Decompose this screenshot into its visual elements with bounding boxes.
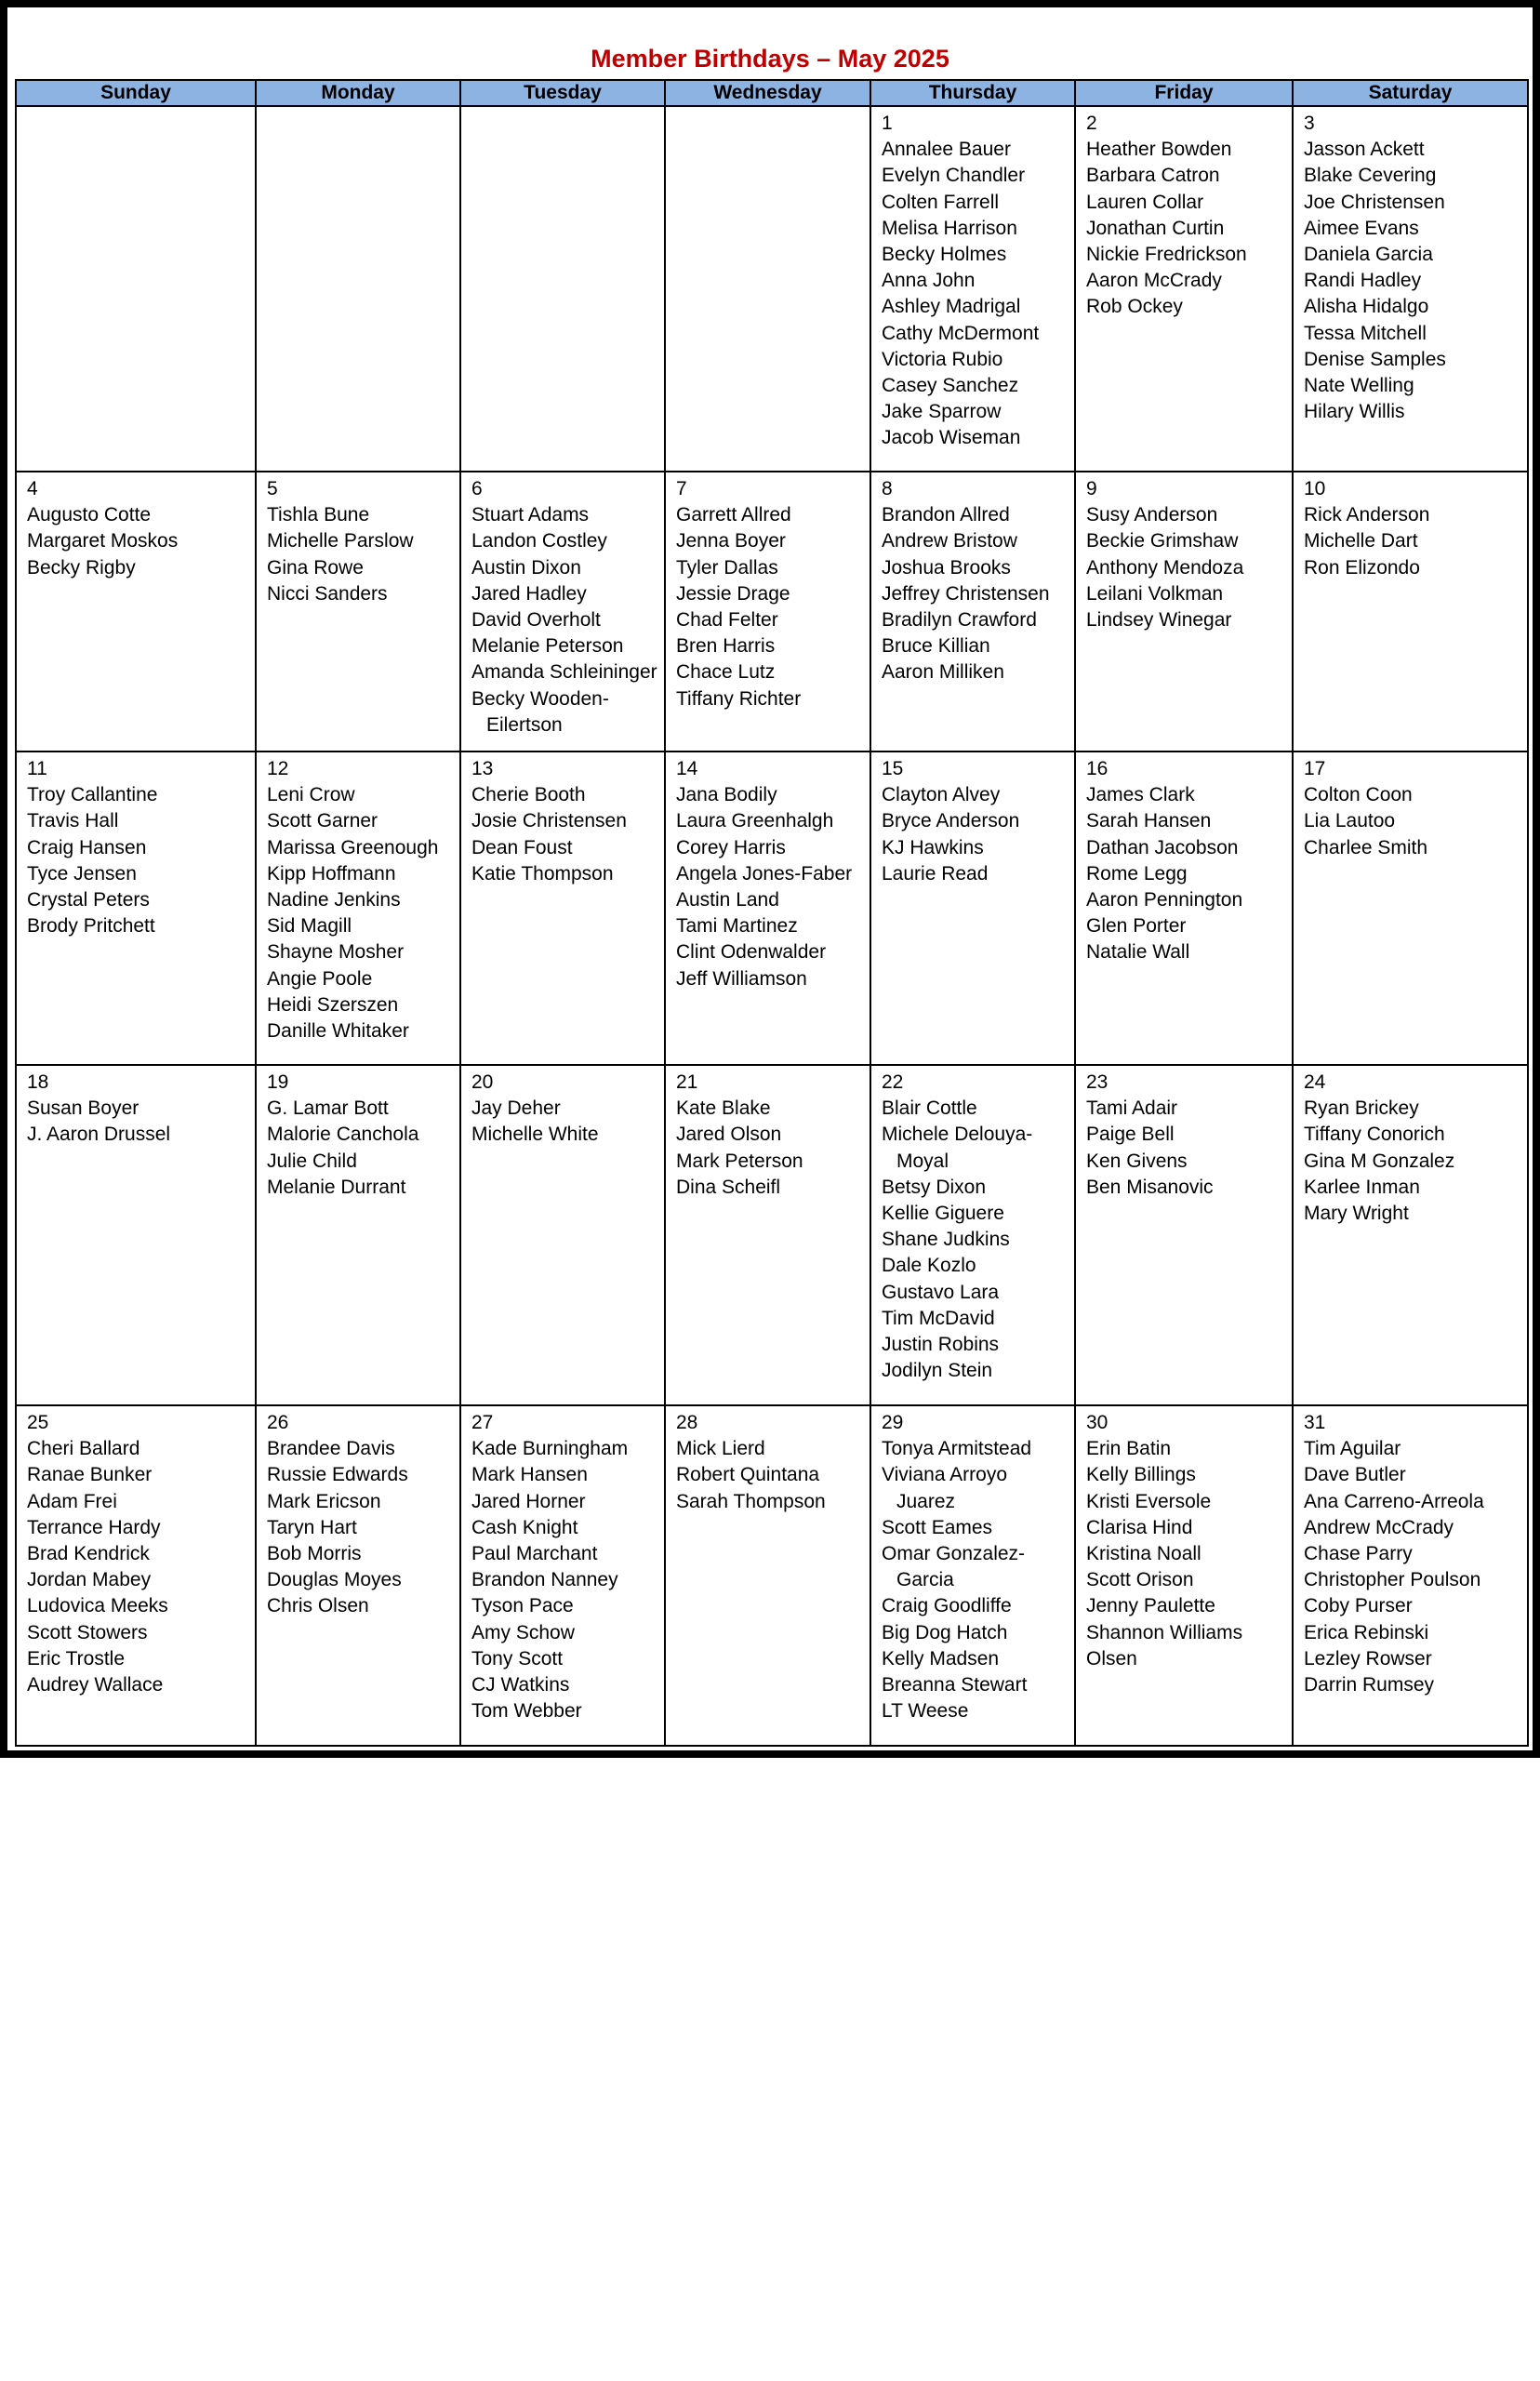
- day-cell: [460, 472, 665, 752]
- member-name: Justin Robins: [882, 1334, 1000, 1356]
- day-cell: [665, 1405, 870, 1746]
- member-name: Becky Holmes: [882, 244, 1007, 266]
- member-name: Shannon Williams: [1086, 1621, 1243, 1643]
- day-cell: [16, 1065, 256, 1405]
- member-name: Austin Land: [676, 889, 779, 911]
- week-row: [16, 472, 1528, 752]
- member-name: Evelyn Chandler: [882, 165, 1026, 187]
- member-name: J. Aaron Drussel: [27, 1124, 171, 1146]
- member-name: Bren Harris: [676, 635, 776, 658]
- member-name: Clint Odenwalder: [676, 941, 827, 964]
- member-name: Dina Scheifl: [676, 1176, 781, 1198]
- day-cell: [256, 752, 460, 1065]
- member-name: Katie Thompson: [471, 862, 614, 885]
- member-name: Tami Adair: [1086, 1097, 1178, 1120]
- member-name: Terrance Hardy: [27, 1516, 161, 1538]
- member-name: Rome Legg: [1086, 862, 1188, 885]
- day-number: 19: [267, 1071, 289, 1093]
- member-name: Lezley Rowser: [1304, 1647, 1432, 1669]
- member-name: LT Weese: [882, 1700, 969, 1723]
- member-name: Robert Quintana: [676, 1464, 820, 1486]
- member-name: Joe Christensen: [1304, 191, 1445, 213]
- member-name: Susan Boyer: [27, 1097, 139, 1120]
- member-name: Kade Burningham: [471, 1438, 629, 1460]
- member-name: Nickie Fredrickson: [1086, 244, 1247, 266]
- member-name: Tyler Dallas: [676, 556, 778, 579]
- calendar-grid: [15, 79, 1529, 1747]
- member-name: Sarah Hansen: [1086, 810, 1212, 832]
- day-number: 9: [1086, 478, 1097, 499]
- member-name: Brandon Nanney: [471, 1569, 618, 1591]
- day-number: 31: [1304, 1412, 1326, 1433]
- day-number: 11: [27, 758, 47, 779]
- day-number: 25: [27, 1412, 49, 1433]
- member-name: Lia Lautoo: [1304, 810, 1396, 832]
- member-name: Nate Welling: [1304, 375, 1414, 397]
- member-name: James Clark: [1086, 784, 1195, 806]
- member-name: Alisha Hidalgo: [1304, 296, 1429, 318]
- day-cell: [460, 752, 665, 1065]
- day-cell: [1075, 752, 1293, 1065]
- day-number: 13: [471, 758, 494, 779]
- member-name: Casey Sanchez: [882, 375, 1019, 397]
- member-name: Jacob Wiseman: [882, 427, 1021, 449]
- day-cell: [1293, 1405, 1528, 1746]
- member-name: Paige Bell: [1086, 1124, 1175, 1146]
- member-name: Andrew Bristow: [882, 530, 1017, 552]
- day-number: 29: [882, 1412, 904, 1433]
- member-name: Andrew McCrady: [1304, 1516, 1454, 1538]
- member-name: Sid Magill: [267, 915, 352, 938]
- member-name: Becky Rigby: [27, 556, 136, 579]
- member-name: Tom Webber: [471, 1700, 582, 1723]
- member-name: Michele Delouya-: [882, 1124, 1033, 1146]
- member-name: Julie Child: [267, 1150, 357, 1172]
- member-name: Annalee Bauer: [882, 139, 1011, 161]
- member-name: Erin Batin: [1086, 1438, 1172, 1460]
- weekday-header-saturday: Saturday: [1293, 80, 1528, 106]
- member-name: Susy Anderson: [1086, 504, 1218, 526]
- day-cell: [870, 1065, 1075, 1405]
- day-number: 30: [1086, 1412, 1109, 1433]
- member-name: Tiffany Richter: [676, 687, 802, 710]
- day-number: 18: [27, 1071, 49, 1093]
- day-cell: [460, 1405, 665, 1746]
- member-name: Leilani Volkman: [1086, 582, 1224, 605]
- member-name: Randi Hadley: [1304, 270, 1422, 292]
- day-cell: [1075, 106, 1293, 472]
- member-name-continuation: Garcia: [896, 1569, 954, 1591]
- member-name: Dale Kozlo: [882, 1255, 976, 1277]
- member-name: Dave Butler: [1304, 1464, 1406, 1486]
- member-name: Aaron Pennington: [1086, 889, 1243, 911]
- member-name: Nadine Jenkins: [267, 889, 401, 911]
- member-name: Beckie Grimshaw: [1086, 530, 1239, 552]
- member-name: Travis Hall: [27, 810, 119, 832]
- member-name: Bryce Anderson: [882, 810, 1020, 832]
- day-number: 26: [267, 1412, 289, 1433]
- member-name: Chace Lutz: [676, 661, 776, 684]
- member-name: Amanda Schleininger: [471, 661, 657, 684]
- member-name-continuation: Eilertson: [486, 713, 563, 736]
- day-number: 5: [267, 478, 278, 499]
- member-name-continuation: Moyal: [896, 1150, 949, 1172]
- member-name: Anthony Mendoza: [1086, 556, 1244, 579]
- member-name: Kelly Madsen: [882, 1647, 1000, 1669]
- day-number: 8: [882, 478, 893, 499]
- week-row: [16, 1065, 1528, 1405]
- member-name: Laura Greenhalgh: [676, 810, 834, 832]
- member-name: Ranae Bunker: [27, 1464, 153, 1486]
- member-name: Shane Judkins: [882, 1229, 1010, 1251]
- day-cell: [1075, 1405, 1293, 1746]
- member-name: Amy Schow: [471, 1621, 575, 1643]
- weekday-header-row: [16, 80, 1528, 106]
- member-name: Craig Goodliffe: [882, 1595, 1012, 1617]
- member-name: Angela Jones-Faber: [676, 862, 853, 885]
- page-title: Member Birthdays – May 2025: [591, 45, 949, 73]
- member-name: Scott Stowers: [27, 1621, 148, 1643]
- member-name: Jared Olson: [676, 1124, 782, 1146]
- member-name: Ken Givens: [1086, 1150, 1188, 1172]
- empty-day-cell: [256, 106, 460, 472]
- member-name: Margaret Moskos: [27, 530, 179, 552]
- member-name: Tiffany Conorich: [1304, 1124, 1445, 1146]
- member-name: Augusto Cotte: [27, 504, 152, 526]
- day-cell: [16, 1405, 256, 1746]
- member-name: Erica Rebinski: [1304, 1621, 1429, 1643]
- member-name: KJ Hawkins: [882, 836, 984, 858]
- member-name: Denise Samples: [1304, 348, 1446, 370]
- member-name: Craig Hansen: [27, 836, 147, 858]
- member-name: Big Dog Hatch: [882, 1621, 1008, 1643]
- member-name: Corey Harris: [676, 836, 786, 858]
- empty-day-cell: [460, 106, 665, 472]
- day-number: 16: [1086, 758, 1109, 779]
- member-name: Laurie Read: [882, 862, 989, 885]
- member-name: Michelle Parslow: [267, 530, 414, 552]
- member-name: Garrett Allred: [676, 504, 791, 526]
- member-name: Gina Rowe: [267, 556, 364, 579]
- member-name: Joshua Brooks: [882, 556, 1011, 579]
- member-name: Jared Hadley: [471, 582, 587, 605]
- member-name: Aaron Milliken: [882, 661, 1004, 684]
- member-name: Jordan Mabey: [27, 1569, 152, 1591]
- member-name: Colten Farrell: [882, 191, 1000, 213]
- member-name: CJ Watkins: [471, 1674, 570, 1696]
- day-cell: [460, 1065, 665, 1405]
- member-name: Eric Trostle: [27, 1647, 126, 1669]
- member-name: Cheri Ballard: [27, 1438, 140, 1460]
- member-name: Breanna Stewart: [882, 1674, 1028, 1696]
- member-name: Jake Sparrow: [882, 401, 1002, 423]
- member-name: Adam Frei: [27, 1490, 117, 1512]
- member-name: Jared Horner: [471, 1490, 586, 1512]
- member-name: Rob Ockey: [1086, 296, 1183, 318]
- member-name: Jenny Paulette: [1086, 1595, 1215, 1617]
- day-cell: [1075, 472, 1293, 752]
- member-name: David Overholt: [471, 609, 601, 632]
- day-number: 12: [267, 758, 289, 779]
- member-name: Marissa Greenough: [267, 836, 439, 858]
- member-name: Colton Coon: [1304, 784, 1413, 806]
- member-name: Malorie Canchola: [267, 1124, 419, 1146]
- member-name: Jay Deher: [471, 1097, 561, 1120]
- member-name: Omar Gonzalez-: [882, 1543, 1026, 1565]
- member-name: Gustavo Lara: [882, 1281, 1000, 1303]
- day-cell: [16, 472, 256, 752]
- member-name: Jeff Williamson: [676, 967, 807, 990]
- member-name: Paul Marchant: [471, 1543, 598, 1565]
- member-name: Tishla Bune: [267, 504, 370, 526]
- day-number: 1: [882, 113, 893, 134]
- day-cell: [256, 472, 460, 752]
- member-name: Jeffrey Christensen: [882, 582, 1050, 605]
- member-name: Kelly Billings: [1086, 1464, 1196, 1486]
- day-cell: [1293, 752, 1528, 1065]
- day-number: 6: [471, 478, 483, 499]
- member-name: Ryan Brickey: [1304, 1097, 1419, 1120]
- day-number: 22: [882, 1071, 904, 1093]
- member-name: Gina M Gonzalez: [1304, 1150, 1455, 1172]
- member-name: Tonya Armitstead: [882, 1438, 1032, 1460]
- day-cell: [256, 1405, 460, 1746]
- day-cell: [665, 1065, 870, 1405]
- member-name: Cathy McDermont: [882, 322, 1040, 344]
- day-cell: [870, 1405, 1075, 1746]
- member-name: Tyce Jensen: [27, 862, 137, 885]
- member-name: Karlee Inman: [1304, 1176, 1420, 1198]
- member-name: Troy Callantine: [27, 784, 158, 806]
- member-name: Aaron McCrady: [1086, 270, 1222, 292]
- day-number: 15: [882, 758, 904, 779]
- member-name: Taryn Hart: [267, 1516, 357, 1538]
- member-name: Jodilyn Stein: [882, 1360, 993, 1382]
- day-number: 21: [676, 1071, 698, 1093]
- week-row: [16, 1405, 1528, 1746]
- day-number: 20: [471, 1071, 494, 1093]
- member-name: Ben Misanovic: [1086, 1176, 1214, 1198]
- member-name: Leni Crow: [267, 784, 355, 806]
- member-name: Melisa Harrison: [882, 217, 1017, 239]
- day-number: 17: [1304, 758, 1326, 779]
- member-name: Tony Scott: [471, 1647, 564, 1669]
- member-name: Hilary Willis: [1304, 401, 1405, 423]
- member-name: Coby Purser: [1304, 1595, 1413, 1617]
- member-name: Olsen: [1086, 1647, 1137, 1669]
- day-cell: [1293, 472, 1528, 752]
- member-name: Daniela Garcia: [1304, 244, 1433, 266]
- calendar-weeks: [16, 106, 1528, 1746]
- member-name: Chase Parry: [1304, 1543, 1413, 1565]
- member-name: Melanie Durrant: [267, 1176, 406, 1198]
- member-name: Tyson Pace: [471, 1595, 574, 1617]
- member-name: Charlee Smith: [1304, 836, 1428, 858]
- day-number: 23: [1086, 1071, 1109, 1093]
- member-name: Scott Eames: [882, 1516, 993, 1538]
- member-name: Jessie Drage: [676, 582, 790, 605]
- member-name: Russie Edwards: [267, 1464, 408, 1486]
- member-name: Glen Porter: [1086, 915, 1187, 938]
- member-name: Tim Aguilar: [1304, 1438, 1401, 1460]
- member-name-continuation: Juarez: [896, 1490, 956, 1512]
- day-cell: [870, 106, 1075, 472]
- member-name: Ludovica Meeks: [27, 1595, 168, 1617]
- member-name: Mark Hansen: [471, 1464, 588, 1486]
- member-name: Dean Foust: [471, 836, 573, 858]
- day-number: 7: [676, 478, 687, 499]
- member-name: Tami Martinez: [676, 915, 798, 938]
- day-number: 14: [676, 758, 698, 779]
- member-name: Crystal Peters: [27, 889, 150, 911]
- member-name: Nicci Sanders: [267, 582, 388, 605]
- day-number: 3: [1304, 113, 1315, 134]
- member-name: Audrey Wallace: [27, 1674, 164, 1696]
- week-row: [16, 752, 1528, 1065]
- member-name: Kate Blake: [676, 1097, 771, 1120]
- member-name: Austin Dixon: [471, 556, 581, 579]
- member-name: Tessa Mitchell: [1304, 322, 1427, 344]
- member-name: Cherie Booth: [471, 784, 586, 806]
- day-cell: [1075, 1065, 1293, 1405]
- day-cell: [870, 752, 1075, 1065]
- day-number: 24: [1304, 1071, 1326, 1093]
- member-name: Betsy Dixon: [882, 1176, 987, 1198]
- member-name: Chris Olsen: [267, 1595, 369, 1617]
- member-name: Christopher Poulson: [1304, 1569, 1481, 1591]
- member-name: Jasson Ackett: [1304, 139, 1425, 161]
- day-number: 28: [676, 1412, 698, 1433]
- member-name: Lindsey Winegar: [1086, 609, 1232, 632]
- member-name: Bradilyn Crawford: [882, 609, 1037, 632]
- weekday-header-sunday: Sunday: [16, 80, 256, 106]
- weekday-header-monday: Monday: [256, 80, 460, 106]
- member-name: Kristi Eversole: [1086, 1490, 1212, 1512]
- member-name: Chad Felter: [676, 609, 778, 632]
- member-name: Mark Peterson: [676, 1150, 803, 1172]
- member-name: Kipp Hoffmann: [267, 862, 396, 885]
- member-name: Cash Knight: [471, 1516, 578, 1538]
- member-name: Kellie Giguere: [882, 1203, 1004, 1225]
- weekday-header-thursday: Thursday: [870, 80, 1075, 106]
- member-name: Brandon Allred: [882, 504, 1010, 526]
- member-name: Victoria Rubio: [882, 348, 1003, 370]
- member-name: Jana Bodily: [676, 784, 777, 806]
- member-name: Mary Wright: [1304, 1203, 1409, 1225]
- member-name: Anna John: [882, 270, 976, 292]
- member-name: Ana Carreno-Arreola: [1304, 1490, 1484, 1512]
- member-name: Lauren Collar: [1086, 191, 1204, 213]
- member-name: Mick Lierd: [676, 1438, 765, 1460]
- day-cell: [1293, 1065, 1528, 1405]
- member-name: Clarisa Hind: [1086, 1516, 1193, 1538]
- member-name: Douglas Moyes: [267, 1569, 402, 1591]
- member-name: Michelle Dart: [1304, 530, 1418, 552]
- member-name: Jenna Boyer: [676, 530, 786, 552]
- member-name: Heidi Szerszen: [267, 993, 399, 1016]
- member-name: Ashley Madrigal: [882, 296, 1021, 318]
- week-row: [16, 106, 1528, 472]
- member-name: Clayton Alvey: [882, 784, 1001, 806]
- member-name: Josie Christensen: [471, 810, 627, 832]
- member-name: Kristina Noall: [1086, 1543, 1201, 1565]
- member-name: Mark Ericson: [267, 1490, 381, 1512]
- member-name: Blair Cottle: [882, 1097, 977, 1120]
- day-cell: [16, 752, 256, 1065]
- member-name: Natalie Wall: [1086, 941, 1190, 964]
- member-name: Landon Costley: [471, 530, 607, 552]
- member-name: Bruce Killian: [882, 635, 990, 658]
- member-name: Viviana Arroyo: [882, 1464, 1008, 1486]
- member-name: Shayne Mosher: [267, 941, 405, 964]
- member-name: Tim McDavid: [882, 1307, 995, 1329]
- member-name: Scott Orison: [1086, 1569, 1194, 1591]
- day-cell: [1293, 106, 1528, 472]
- weekday-header-tuesday: Tuesday: [460, 80, 665, 106]
- member-name: Ron Elizondo: [1304, 556, 1420, 579]
- member-name: Melanie Peterson: [471, 635, 624, 658]
- day-number: 4: [27, 478, 38, 499]
- member-name: Danille Whitaker: [267, 1020, 409, 1043]
- weekday-header-wednesday: Wednesday: [665, 80, 870, 106]
- member-name: Barbara Catron: [1086, 165, 1220, 187]
- member-name: G. Lamar Bott: [267, 1097, 389, 1120]
- day-cell: [870, 472, 1075, 752]
- member-name: Scott Garner: [267, 810, 378, 832]
- member-name: Sarah Thompson: [676, 1490, 826, 1512]
- member-name: Darrin Rumsey: [1304, 1674, 1435, 1696]
- member-name: Brad Kendrick: [27, 1543, 150, 1565]
- member-name: Blake Cevering: [1304, 165, 1437, 187]
- day-cell: [665, 472, 870, 752]
- member-name: Brandee Davis: [267, 1438, 395, 1460]
- member-name: Heather Bowden: [1086, 139, 1232, 161]
- member-name: Jonathan Curtin: [1086, 217, 1225, 239]
- member-name: Michelle White: [471, 1124, 599, 1146]
- day-cell: [256, 1065, 460, 1405]
- day-number: 27: [471, 1412, 494, 1433]
- day-cell: [665, 752, 870, 1065]
- member-name: Stuart Adams: [471, 504, 590, 526]
- member-name: Angie Poole: [267, 967, 373, 990]
- member-name: Rick Anderson: [1304, 504, 1430, 526]
- member-name: Bob Morris: [267, 1543, 362, 1565]
- member-name: Dathan Jacobson: [1086, 836, 1239, 858]
- member-name: Becky Wooden-: [471, 687, 609, 710]
- empty-day-cell: [665, 106, 870, 472]
- day-number: 10: [1304, 478, 1326, 499]
- empty-day-cell: [16, 106, 256, 472]
- weekday-header-friday: Friday: [1075, 80, 1293, 106]
- member-name: Aimee Evans: [1304, 217, 1419, 239]
- day-number: 2: [1086, 113, 1097, 134]
- member-name: Brody Pritchett: [27, 915, 155, 938]
